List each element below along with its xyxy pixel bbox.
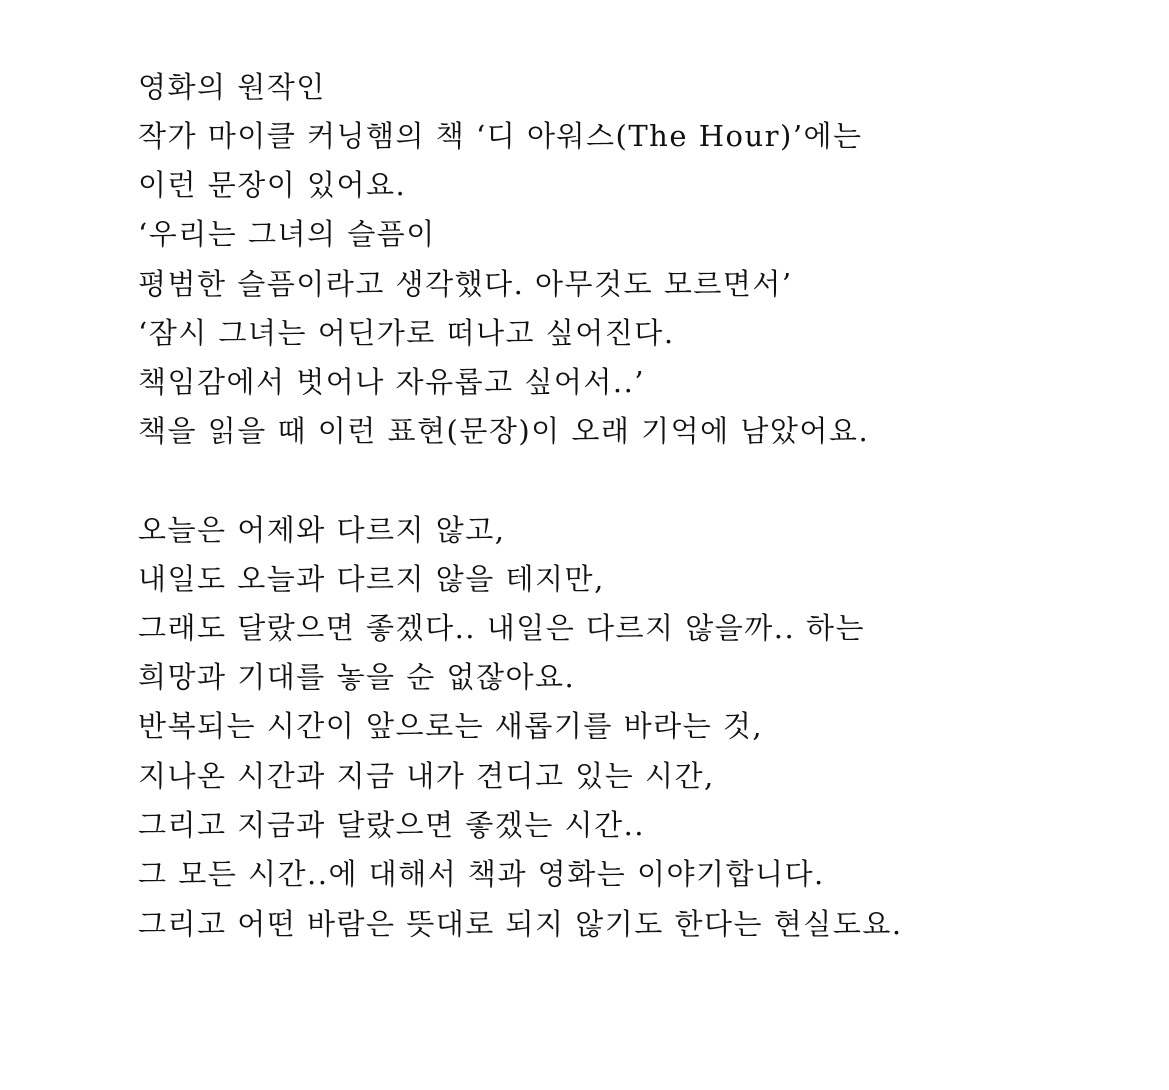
text-line: 그래도 달랐으면 좋겠다.. 내일은 다르지 않을까.. 하는 (138, 611, 865, 645)
text-line: 책을 읽을 때 이런 표현(문장)이 오래 기억에 남았어요. (138, 414, 870, 448)
text-line: ‘잠시 그녀는 어딘가로 떠나고 싶어진다. (138, 316, 675, 350)
text-line: 지나온 시간과 지금 내가 견디고 있는 시간, (138, 759, 715, 793)
text-line: 이런 문장이 있어요. (138, 168, 407, 202)
text-line: 그리고 지금과 달랐으면 좋겠는 시간.. (138, 808, 646, 842)
text-line: 오늘은 어제와 다르지 않고, (138, 513, 506, 547)
text-line: 반복되는 시간이 앞으로는 새롭기를 바라는 것, (138, 709, 764, 743)
text-line: 평범한 슬픔이라고 생각했다. 아무것도 모르면서’ (138, 267, 793, 301)
text-line: 희망과 기대를 놓을 순 없잖아요. (138, 660, 576, 694)
text-line: 책임감에서 벗어나 자유롭고 싶어서..’ (138, 365, 646, 399)
text-line: 그 모든 시간..에 대해서 책과 영화는 이야기합니다. (138, 857, 825, 891)
text-line: ‘우리는 그녀의 슬픔이 (138, 217, 436, 251)
text-line: 작가 마이클 커닝햄의 책 ‘디 아워스(The Hour)’에는 (138, 119, 863, 153)
text-line: 내일도 오늘과 다르지 않을 테지만, (138, 562, 605, 596)
text-line: 영화의 원작인 (138, 70, 326, 104)
text-line: 그리고 어떤 바람은 뜻대로 되지 않기도 한다는 현실도요. (138, 907, 903, 941)
